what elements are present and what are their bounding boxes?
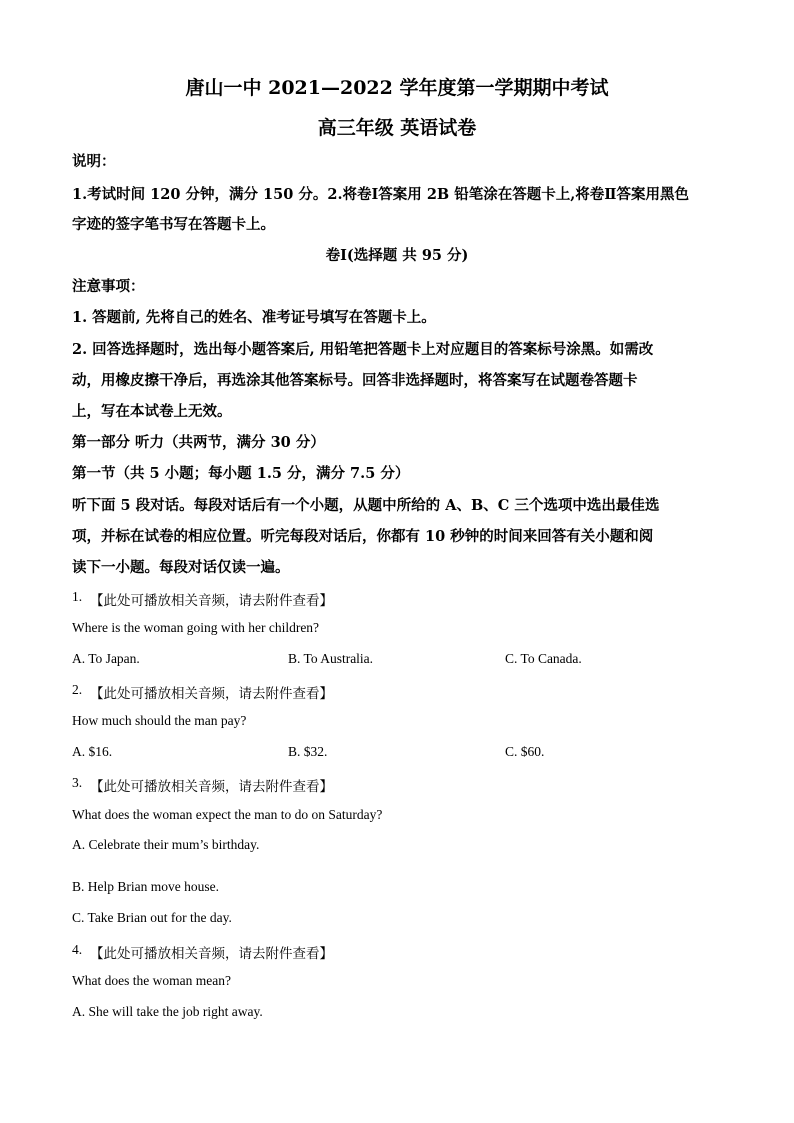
option-a: A. To Japan.: [72, 651, 140, 666]
section-title: 第一部分 听力（共两节，满分 30 分）: [72, 434, 325, 451]
audio-link[interactable]: 【此处可播放相关音频，请去附件查看】: [90, 779, 333, 794]
audio-link[interactable]: 【此处可播放相关音频，请去附件查看】: [90, 946, 333, 961]
question-number: 1.: [72, 589, 83, 604]
explain-line-2: 字迹的签字笔书写在答题卡上。: [72, 216, 275, 233]
option-b: B. $32.: [288, 744, 328, 759]
subsection-title: 第一节（共 5 小题；每小题 1.5 分，满分 7.5 分）: [72, 465, 410, 482]
option-c: C. Take Brian out for the day.: [72, 910, 232, 925]
question-text: What does the woman expect the man to do on Saturday?: [72, 807, 383, 822]
option-a: A. $16.: [72, 744, 113, 759]
option-c: C. To Canada.: [505, 651, 582, 666]
audio-link[interactable]: 【此处可播放相关音频，请去附件查看】: [90, 593, 333, 608]
instructions-line-3: 读下一小题。每段对话仅读一遍。: [72, 559, 290, 576]
option-b: B. To Australia.: [288, 651, 374, 666]
part1-heading: 卷Ⅰ(选择题 共 95 分): [325, 247, 469, 264]
notice-line-4: 上，写在本试卷上无效。: [72, 403, 232, 420]
notice-line-1: 1. 答题前, 先将自己的姓名、准考证号填写在答题卡上。: [72, 309, 436, 326]
notice-label: 注意事项：: [72, 278, 145, 295]
question-text: Where is the woman going with her children?: [72, 620, 320, 635]
question-number: 2.: [72, 682, 83, 697]
question-text: What does the woman mean?: [72, 973, 231, 988]
explain-line-1: 1.考试时间 120 分钟，满分 150 分。2.将卷Ⅰ答案用 2B 铅笔涂在答题卡上,将卷Ⅱ答案用黑色: [72, 186, 689, 203]
exam-title: 唐山一中 2021—2022 学年度第一学期期中考试: [185, 77, 609, 99]
instructions-line-1: 听下面 5 段对话。每段对话后有一个小题，从题中所给的 A、B、C 三个选项中选出最佳选: [72, 497, 660, 514]
question-text: How much should the man pay?: [72, 713, 247, 728]
notice-line-3: 动，用橡皮擦干净后，再选涂其他答案标号。回答非选择题时，将答案写在试题卷答题卡: [72, 372, 638, 389]
instructions-line-2: 项，并标在试卷的相应位置。听完每段对话后，你都有 10 秒钟的时间来回答有关小题和阅: [72, 528, 654, 545]
explain-label: 说明：: [72, 153, 116, 170]
audio-link[interactable]: 【此处可播放相关音频，请去附件查看】: [90, 686, 333, 701]
question-number: 4.: [72, 942, 83, 957]
option-a: A. She will take the job right away.: [72, 1004, 263, 1019]
notice-line-2: 2. 回答选择题时，选出每小题答案后, 用铅笔把答题卡上对应题目的答案标号涂黑。如需改: [72, 341, 654, 358]
option-c: C. $60.: [505, 744, 545, 759]
exam-subtitle: 高三年级 英语试卷: [317, 117, 477, 139]
option-b: B. Help Brian move house.: [72, 879, 219, 894]
question-number: 3.: [72, 775, 83, 790]
option-a: A. Celebrate their mum’s birthday.: [72, 837, 260, 852]
